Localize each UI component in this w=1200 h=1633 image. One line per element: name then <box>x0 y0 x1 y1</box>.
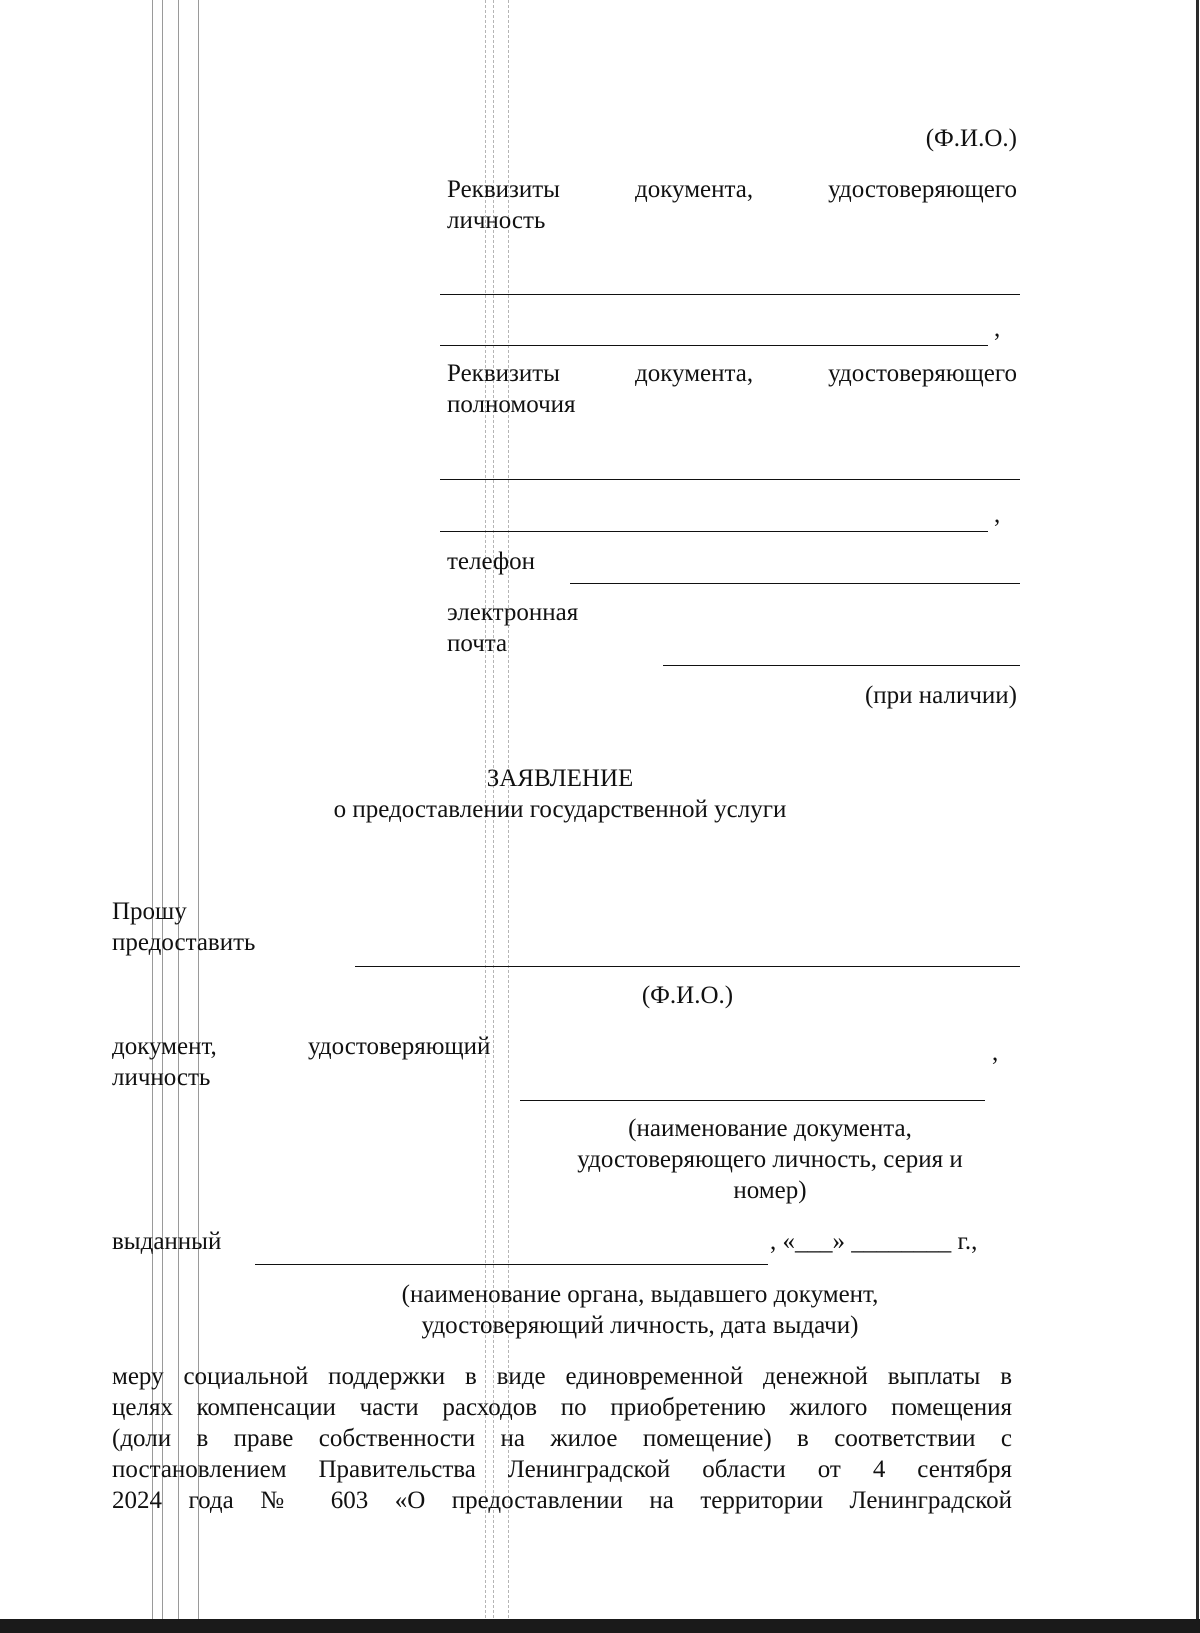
label-word: документа, <box>635 176 754 203</box>
document-subtitle: о предоставлении государственной услуги <box>333 796 787 823</box>
paragraph-line: меру социальной поддержки в виде единовременной денежной выплаты в <box>112 1363 1012 1390</box>
caption-line: удостоверяющего личность, серия и <box>577 1146 963 1173</box>
request-line1: Прошу <box>112 898 187 925</box>
authority-doc-field-line1[interactable] <box>440 479 1020 480</box>
label-word: Реквизиты <box>447 176 560 203</box>
issue-date-field[interactable]: , «___» ________ г., <box>770 1228 978 1255</box>
phone-field-line[interactable] <box>570 583 1020 584</box>
doc-line2: личность <box>112 1064 211 1091</box>
phone-label: телефон <box>447 548 535 575</box>
comma: , <box>994 315 1001 342</box>
scan-artifact-edge <box>1196 0 1199 1633</box>
comma: , <box>994 501 1001 528</box>
issued-caption <box>330 1279 950 1341</box>
paragraph-line: 2024 года № 603 «О предоставлении на территории Ленинградской <box>112 1487 1012 1514</box>
paragraph-line: (доли в праве собственности на жилое помещение) в соответствии с <box>112 1425 1012 1452</box>
caption-line: удостоверяющий личность, дата выдачи) <box>421 1312 859 1339</box>
main-paragraph <box>112 1361 1012 1516</box>
authority-doc-field-line2[interactable] <box>440 531 988 532</box>
label-word: Реквизиты <box>447 360 560 387</box>
email-label-line1: электронная <box>447 599 579 626</box>
doc-word2: удостоверяющий <box>308 1033 491 1060</box>
identity-doc-label-line2: личность <box>447 207 546 234</box>
identity-doc-field-line2[interactable] <box>440 345 988 346</box>
doc-field-line[interactable] <box>520 1100 985 1101</box>
label-word: удостоверяющего <box>828 360 1017 387</box>
identity-doc-field-line1[interactable] <box>440 294 1020 295</box>
applicant-fio-field-line[interactable] <box>355 966 1020 967</box>
caption-line: номер) <box>733 1177 807 1204</box>
caption-line: (наименование органа, выдавшего документ, <box>401 1281 879 1308</box>
document-title: ЗАЯВЛЕНИЕ <box>486 765 634 792</box>
issued-label: выданный <box>112 1228 222 1255</box>
doc-caption <box>530 1113 1010 1206</box>
fio-caption-top: (Ф.И.О.) <box>925 125 1017 152</box>
issued-by-field-line[interactable] <box>255 1264 768 1265</box>
caption-line: (наименование документа, <box>628 1115 912 1142</box>
label-word: документа, <box>635 360 754 387</box>
authority-doc-label <box>447 358 1017 389</box>
identity-doc-label <box>447 174 1017 205</box>
email-label-line2: почта <box>447 630 508 657</box>
paragraph-line: целях компенсации части расходов по приобретению жилого помещения <box>112 1394 1012 1421</box>
email-note: (при наличии) <box>864 682 1017 709</box>
request-line2: предоставить <box>112 929 256 956</box>
scan-artifact-bar <box>0 1619 1200 1633</box>
label-word: удостоверяющего <box>828 176 1017 203</box>
paragraph-line: постановлением Правительства Ленинградской области от 4 сентября <box>112 1456 1012 1483</box>
doc-word1: документ, <box>112 1033 217 1060</box>
email-field-line[interactable] <box>663 665 1020 666</box>
comma: , <box>992 1039 999 1066</box>
authority-doc-label-line2: полномочия <box>447 391 576 418</box>
fio-caption-body: (Ф.И.О.) <box>641 982 734 1009</box>
